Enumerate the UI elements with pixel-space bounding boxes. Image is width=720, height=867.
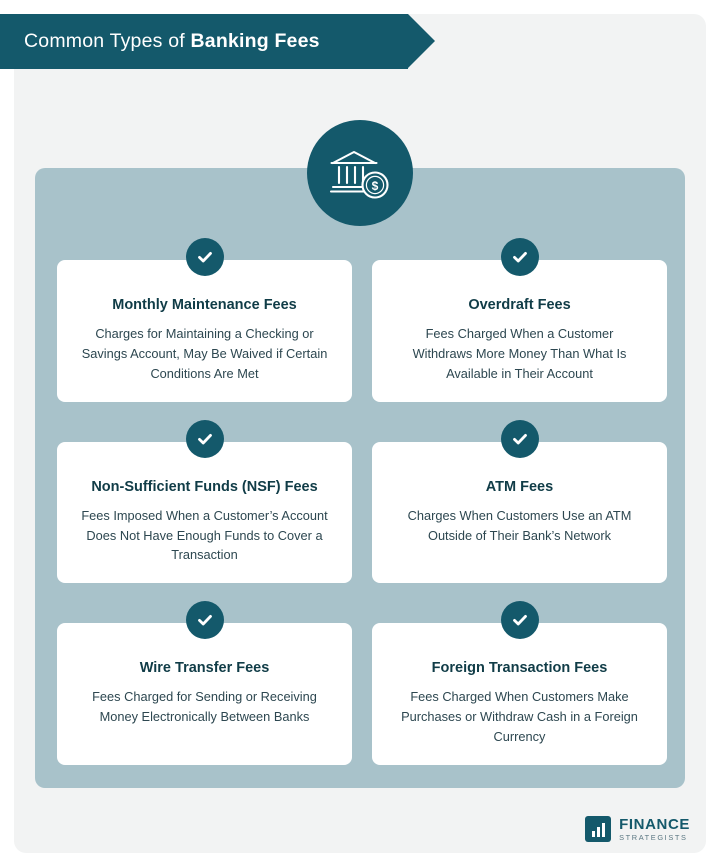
- fee-card-title: Monthly Maintenance Fees: [112, 297, 297, 313]
- fee-card: [372, 442, 667, 584]
- page-title: [24, 30, 320, 53]
- header-banner: [0, 14, 408, 69]
- bar-chart-icon: [585, 816, 611, 842]
- fee-card-title: Overdraft Fees: [468, 297, 571, 313]
- fee-card: [372, 260, 667, 402]
- check-circle-icon: [186, 420, 224, 458]
- fee-card: [57, 260, 352, 402]
- fee-card-description: Fees Charged When a Customer Withdraws More Money Than What Is Available in Their Account: [412, 326, 627, 381]
- check-circle-icon: [186, 238, 224, 276]
- check-circle-icon: [501, 238, 539, 276]
- fee-card-description: Fees Charged for Sending or Receiving Money Electronically Between Banks: [92, 689, 317, 725]
- fee-card: [372, 623, 667, 765]
- bank-dollar-icon: [307, 120, 413, 226]
- check-circle-icon: [501, 420, 539, 458]
- check-circle-icon: [186, 601, 224, 639]
- fee-card-description: Charges When Customers Use an ATM Outside of Their Bank’s Network: [407, 507, 632, 543]
- fee-card-description: Fees Charged When Customers Make Purchases or Withdraw Cash in a Foreign Currency: [401, 689, 638, 744]
- check-circle-icon: [501, 601, 539, 639]
- fee-card-description: Fees Imposed When a Customer’s Account Does Not Have Enough Funds to Cover a Transaction: [81, 507, 328, 563]
- fee-card-title: Wire Transfer Fees: [139, 660, 270, 677]
- svg-text:$: $: [371, 179, 379, 193]
- page-title-emphasis: Banking Fees: [190, 30, 320, 52]
- logo-wordmark: [619, 817, 690, 841]
- fee-card: [57, 442, 352, 584]
- fee-card-title: Non-Sufficient Funds (NSF) Fees: [91, 478, 318, 495]
- finance-strategists-logo: [585, 816, 690, 842]
- fee-card-title: Foreign Transaction Fees: [431, 660, 608, 677]
- logo-line-2: STRATEGISTS: [619, 832, 688, 842]
- fee-card-description: Charges for Maintaining a Checking or Savings Account, May Be Waived if Certain Conditions Are Met: [81, 326, 328, 381]
- fee-card-title: ATM Fees: [485, 478, 554, 495]
- page-title-prefix: Common Types of: [24, 30, 191, 52]
- fee-card: [57, 623, 352, 765]
- fee-card-grid: [57, 260, 667, 765]
- logo-line-1: FINANCE: [619, 815, 690, 833]
